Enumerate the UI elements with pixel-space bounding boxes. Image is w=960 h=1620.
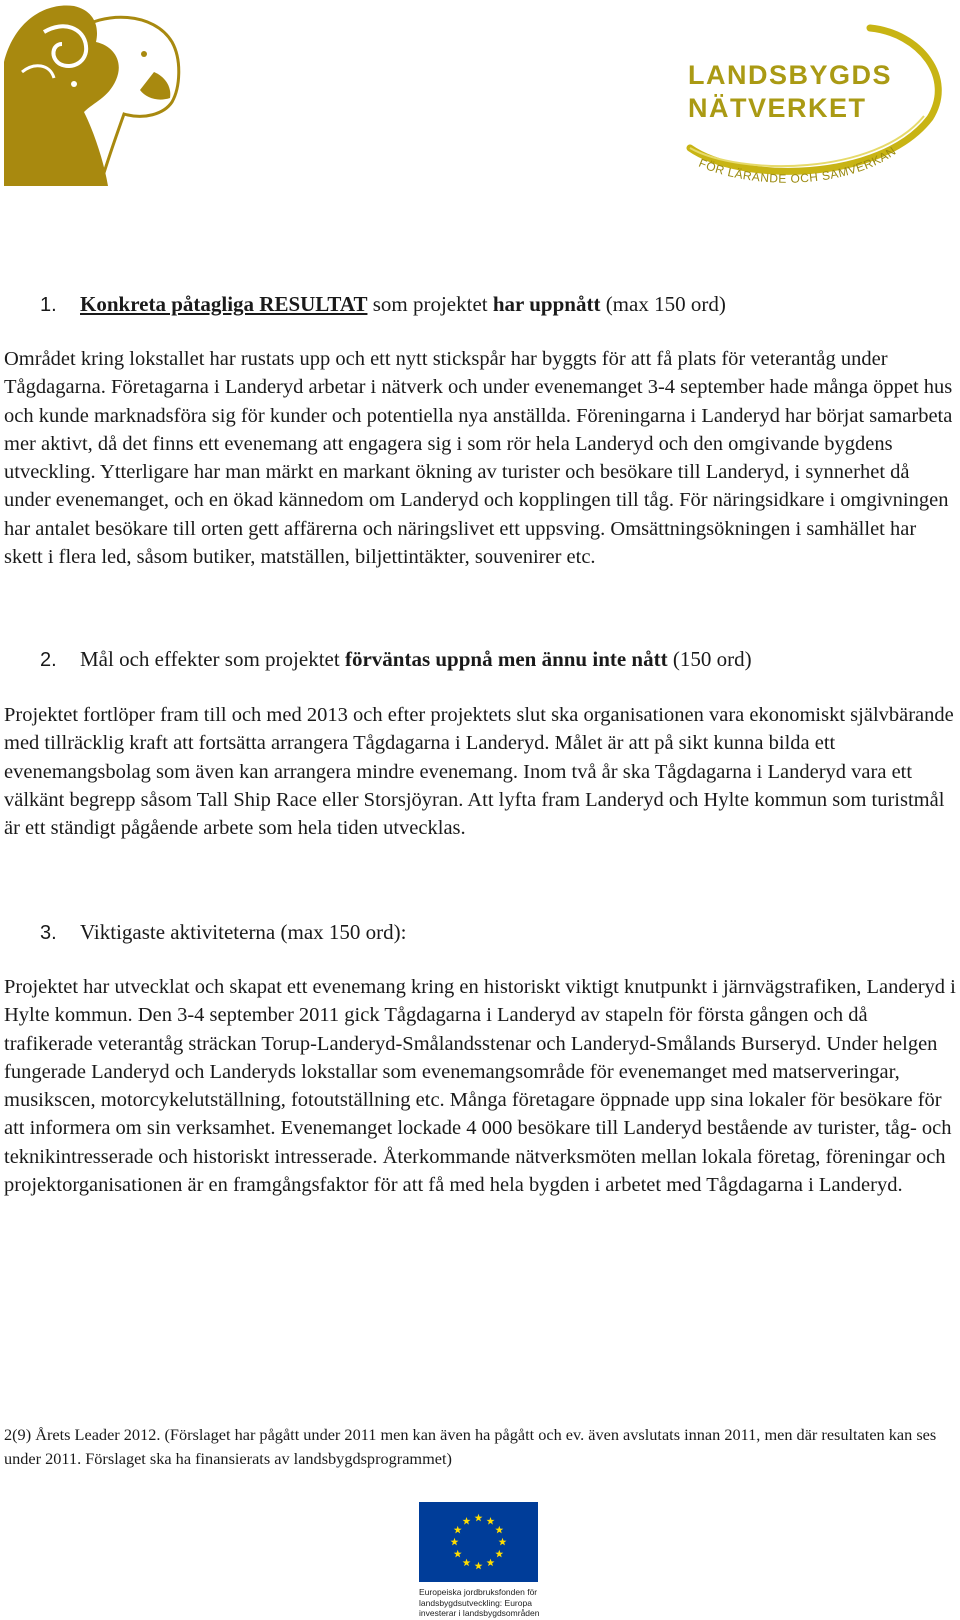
section2-title-bold: förväntas uppnå men ännu inte nått <box>344 647 668 671</box>
landsbygdsnatverket-logo <box>680 18 950 190</box>
section1-title-bold: har uppnått <box>492 292 601 316</box>
section1-title-suffix: (max 150 ord) <box>600 292 726 316</box>
section1-title-underlined: Konkreta påtagliga RESULTAT <box>80 292 368 316</box>
logo-line2: NÄTVERKET <box>688 93 867 123</box>
footnote: 2(9) Årets Leader 2012. (Förslaget har pågått under 2011 men kan även ha pågått och ev. även avslutats innan 2011, men där resultaten kan ses under 2011. Förslaget ska ha finansierats av landsbygdsprogrammet) <box>4 1425 937 1468</box>
logo-line1: LANDSBYGDS <box>688 60 893 90</box>
section1-heading <box>40 292 726 317</box>
section3-number: 3. <box>40 922 57 944</box>
eu-caption-line1: Europeiska jordbruksfonden för <box>419 1587 538 1597</box>
section3-title: Viktigaste aktiviteterna (max 150 ord): <box>80 920 407 944</box>
section3-body: Projektet har utvecklat och skapat ett evenemang kring en historiskt viktigt knutpunkt i järnvägstrafiken, Landeryd i Hylte kommun. Den 3-4 september 2011 gick Tågdagarna i Landeryd av stapeln för första gången och då trafikerade veterantåg sträckan Torup-Landeryd-Smålandsstenar och Landeryd-Smålands Burseryd. Under helgen fungerade Landeryd och Landeryds lokstallar som evenemangsområde för evenemanget med matserveringar, musikscen, motorcykelutställning, fotoutställning etc. Många företagare öppnade upp sina lokaler för besökare för att informera om sin verksamhet. Evenemanget lockade 4 000 besökare till Landeryd bestående av turister, tåg- och teknikintresserade och historiskt intresserade. Återkommande nätverksmöten mellan lokala företag, föreningar och projektorganisationen är en framgångsfaktor för att få med hela bygden i arbetet med Tågdagarna i Landeryd. <box>4 976 956 1197</box>
section2-title-text: Mål och effekter som projektet <box>80 647 345 671</box>
ram-bear-logo <box>4 2 182 186</box>
eu-flag-icon <box>419 1502 538 1582</box>
section2-body: Projektet fortlöper fram till och med 2013 och efter projektets slut ska organisationen vara ekonomiskt självbärande med tillräcklig kraft att fortsätta arrangera Tågdagarna i Landeryd. Målet är att på sikt kunna bilda ett evenemangsbolag som även kan arrangera mindre evenemang. Inom två år ska Tågdagarna i Landeryd vara ett välkänt begrepp såsom Tall Ship Race eller Storsjöyran. Att lyfta fram Landeryd och Hylte kommun som turistmål är ett ständigt pågående arbete som hela tiden utvecklas. <box>4 704 954 840</box>
section2-heading <box>40 647 752 672</box>
section2-number: 2. <box>40 649 57 671</box>
eu-caption <box>419 1587 549 1619</box>
logo-tagline: FÖR LÄRANDE OCH SAMVERKAN <box>696 143 899 186</box>
eu-caption-line2: landsbygdsutveckling: Europa <box>419 1597 532 1608</box>
section1-number: 1. <box>40 294 57 316</box>
eu-caption-line3: investerar i landsbygdsområden <box>419 1608 540 1618</box>
section3-heading <box>40 920 406 945</box>
section1-title-text: som projektet <box>367 292 493 316</box>
section1-body: Området kring lokstallet har rustats upp och ett nytt stickspår har byggts för att få plats för veterantåg under Tågdagarna. Företagarna i Landeryd arbetar i nätverk och under evenemanget 3-4 september hade många öppet hus och kunde marknadsföra sig för kunder och potentiella nya anställda. Föreningarna i Landeryd har börjat samarbeta mer aktivt, då det finns ett evenemang att engagera sig i som rör hela Landeryd och den omgivande bygdens utveckling. Ytterligare har man märkt en markant ökning av turister och besökare till Landeryd, i synnerhet då under evenemanget, och en ökad kännedom om Landeryd och kopplingen till tåg. För näringsidkare i omgivningen har antalet besökare till orten gett affärerna och näringslivet ett uppsving. Omsättningsökningen i samhället har skett i flera led, såsom butiker, matställen, biljettintäkter, souvenirer etc. <box>4 348 953 569</box>
section2-title-suffix: (150 ord) <box>667 647 752 671</box>
